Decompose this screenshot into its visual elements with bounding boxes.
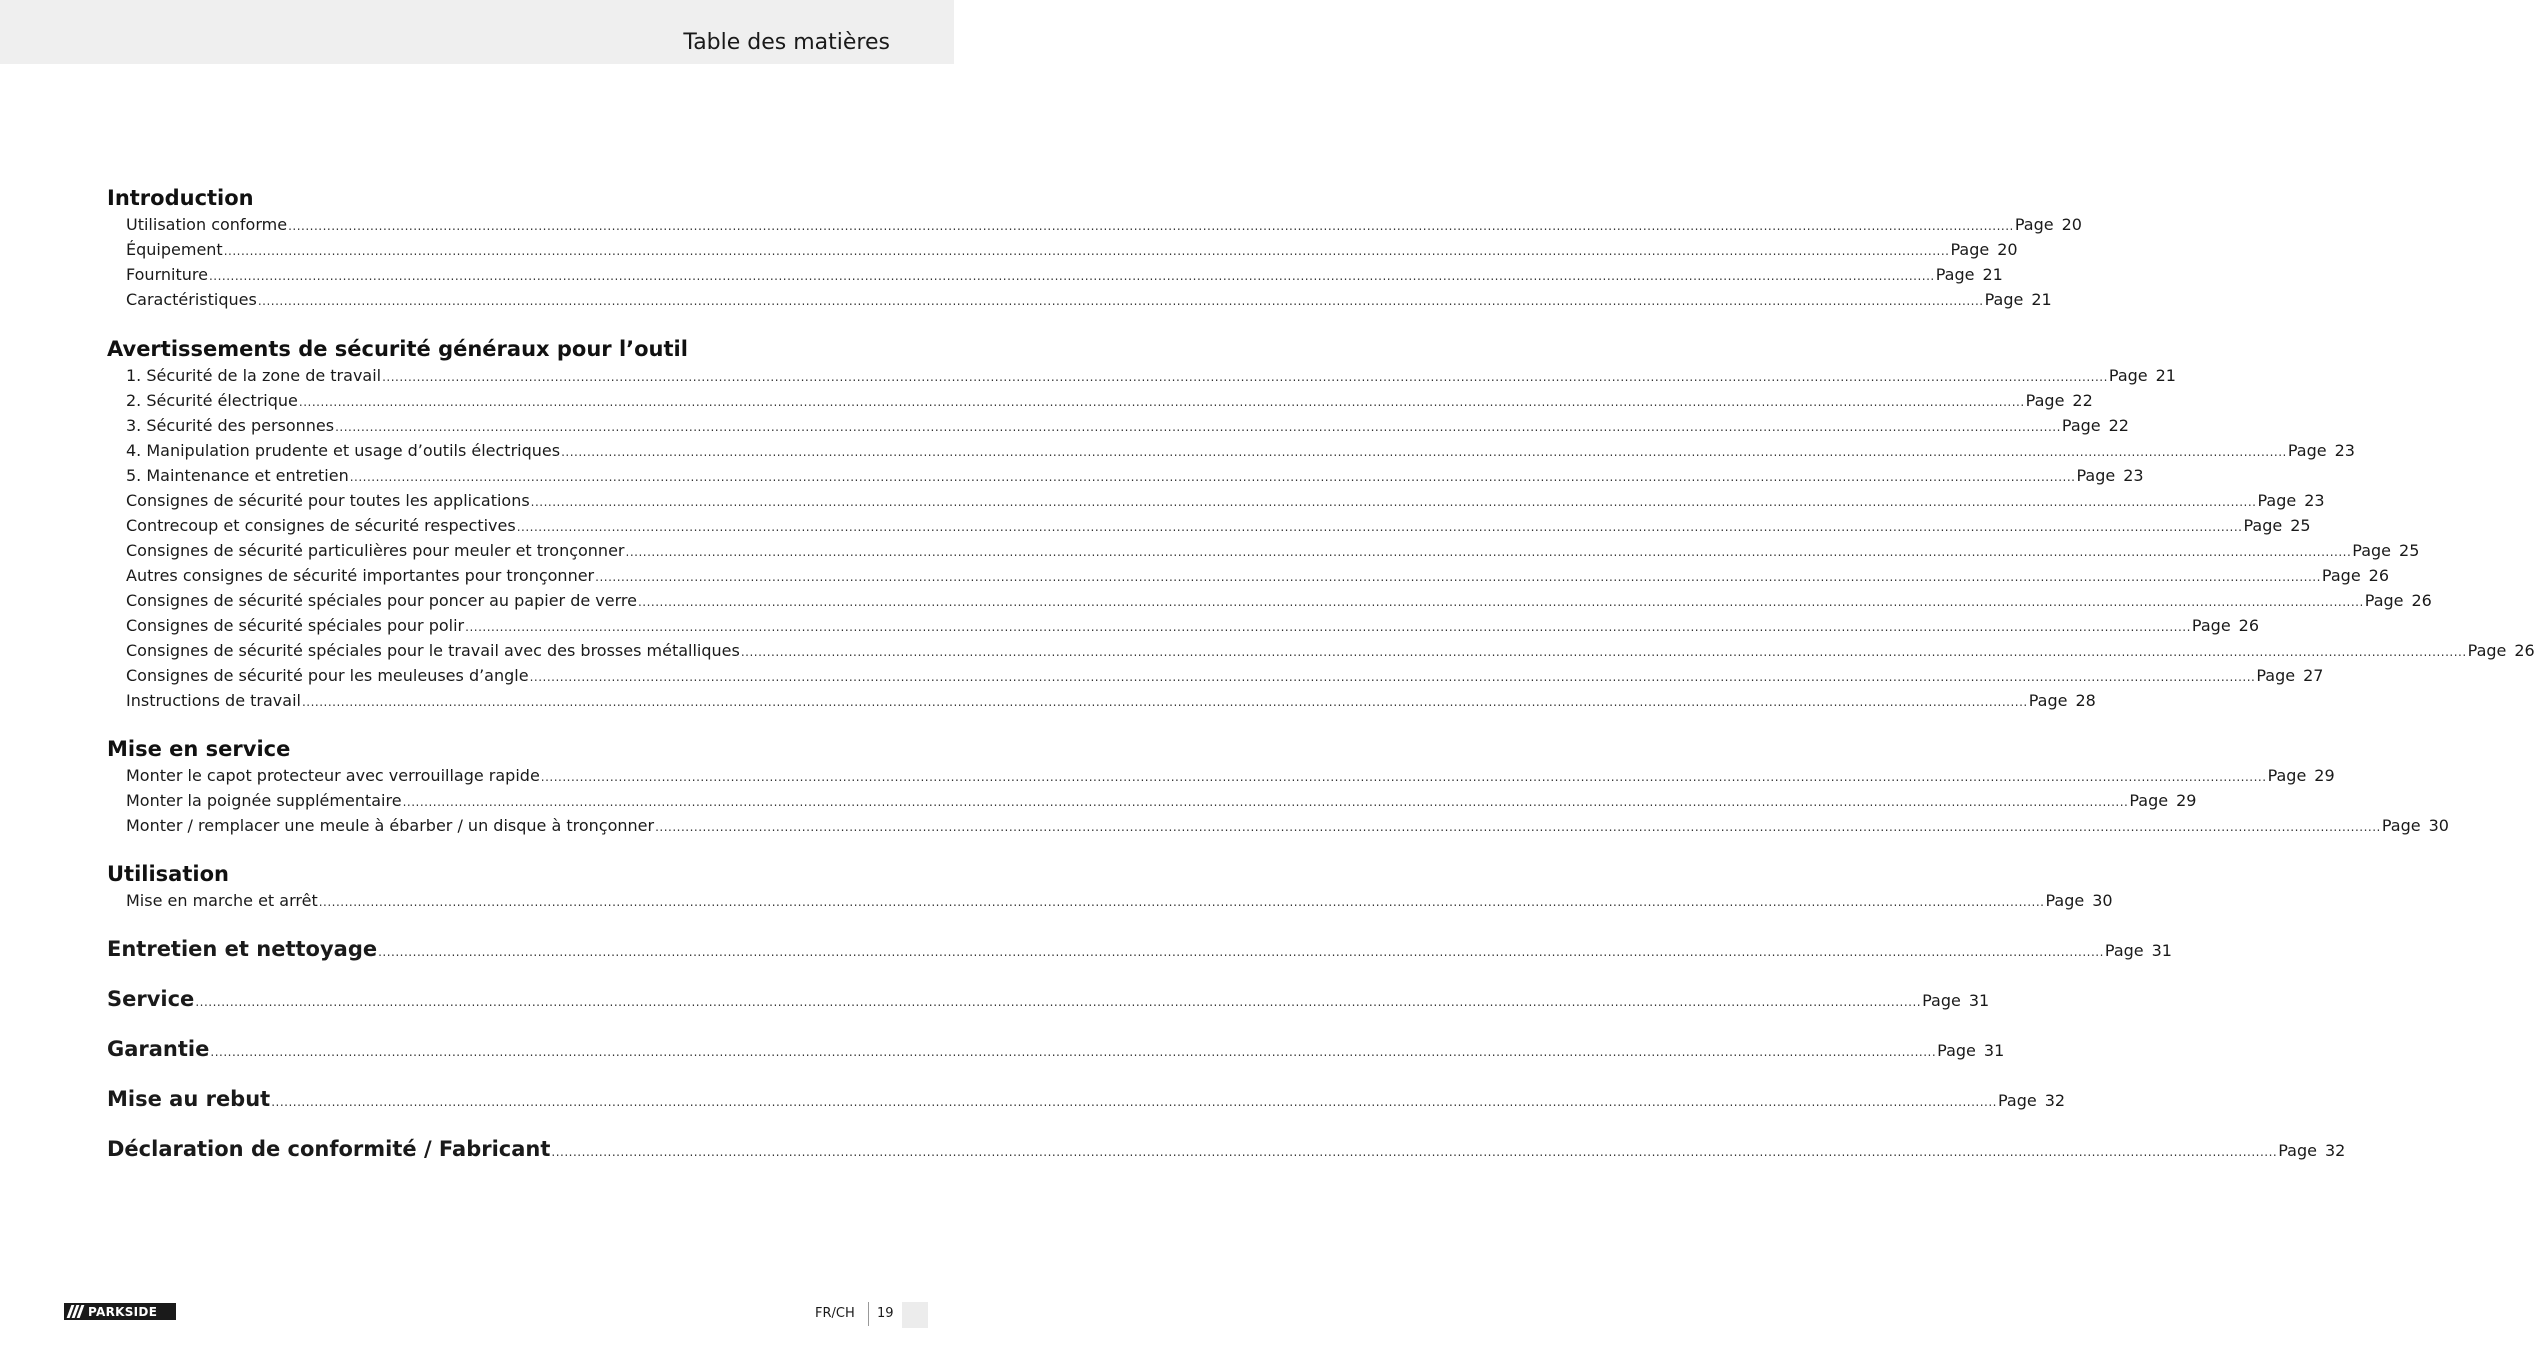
- toc-leader-dots: ................................................................................................................................................................................................................................................................................................................................................................................................................: [195, 995, 1922, 1009]
- toc-leader-dots: ................................................................................................................................................................................................................................................................................................................................................................................................................: [625, 545, 2352, 559]
- toc-page-number: 26: [2368, 566, 2390, 585]
- toc-page-number: 23: [2304, 491, 2325, 510]
- toc-leader-dots: ................................................................................................................................................................................................................................................................................................................................................................................................................: [335, 420, 2061, 434]
- toc-leader-dots: ................................................................................................................................................................................................................................................................................................................................................................................................................: [530, 495, 2257, 509]
- toc-entry-label: Équipement: [126, 240, 223, 259]
- toc-page-number: 23: [2334, 441, 2355, 460]
- toc-entry[interactable]: [126, 763, 2335, 788]
- toc-page-word: Page: [2243, 516, 2283, 535]
- section-heading: Utilisation: [107, 862, 229, 886]
- toc-page-word: Page: [1997, 1091, 2037, 1110]
- toc-page-number: 22: [2108, 416, 2129, 435]
- footer-locale: FR/CH: [815, 1306, 855, 1321]
- toc-leader-dots: ................................................................................................................................................................................................................................................................................................................................................................................................................: [551, 1145, 2278, 1159]
- toc-page-word: Page: [2321, 566, 2361, 585]
- toc-leader-dots: ................................................................................................................................................................................................................................................................................................................................................................................................................: [271, 1095, 1997, 1109]
- toc-page-word: Page: [2256, 666, 2296, 685]
- toc-page-word: Page: [1922, 991, 1961, 1010]
- toc-entry-label: Monter la poignée supplémentaire: [126, 791, 402, 810]
- toc-leader-dots: ................................................................................................................................................................................................................................................................................................................................................................................................................: [529, 670, 2256, 684]
- toc-page-word: Page: [2381, 816, 2421, 835]
- toc-page-number: 21: [2155, 366, 2176, 385]
- toc-entry-label: Consignes de sécurité spéciales pour polir: [126, 616, 465, 635]
- toc-leader-dots: ................................................................................................................................................................................................................................................................................................................................................................................................................: [378, 945, 2104, 959]
- section-heading: Mise en service: [107, 737, 291, 761]
- toc-page-word: Page: [2287, 441, 2327, 460]
- footer-divider: [868, 1302, 869, 1326]
- toc-leader-dots: ................................................................................................................................................................................................................................................................................................................................................................................................................: [301, 695, 2028, 709]
- toc-page-word: Page: [2045, 891, 2085, 910]
- toc-leader-dots: ................................................................................................................................................................................................................................................................................................................................................................................................................: [540, 770, 2267, 784]
- toc-leader-dots: ................................................................................................................................................................................................................................................................................................................................................................................................................: [298, 395, 2025, 409]
- toc-entry-label: 1. Sécurité de la zone de travail: [126, 366, 382, 385]
- toc-entry[interactable]: [126, 588, 2432, 613]
- toc-leader-dots: ................................................................................................................................................................................................................................................................................................................................................................................................................: [318, 895, 2045, 909]
- toc-entry[interactable]: [126, 463, 2144, 488]
- toc-entry[interactable]: [126, 438, 2355, 463]
- toc-entry[interactable]: [126, 363, 2176, 388]
- toc-entry[interactable]: [126, 813, 2449, 838]
- toc-entry-label: Monter / remplacer une meule à ébarber / un disque à tronçonner: [126, 816, 655, 835]
- toc-entry-label: Service: [107, 987, 195, 1011]
- toc-entry-label: 5. Maintenance et entretien: [126, 466, 349, 485]
- toc-page-word: Page: [2014, 215, 2054, 234]
- toc-page-number: 21: [1982, 265, 2003, 284]
- toc-entry[interactable]: [126, 663, 2324, 688]
- toc-leader-dots: ................................................................................................................................................................................................................................................................................................................................................................................................................: [382, 370, 2108, 384]
- toc-entry[interactable]: [126, 638, 2535, 663]
- toc-page-number: 29: [2314, 766, 2335, 785]
- toc-leader-dots: ................................................................................................................................................................................................................................................................................................................................................................................................................: [595, 570, 2321, 584]
- toc-page-number: 21: [2031, 290, 2052, 309]
- toc-page-number: 31: [2151, 941, 2172, 960]
- toc-page-word: Page: [2076, 466, 2116, 485]
- toc-page-word: Page: [2278, 1141, 2317, 1160]
- toc-entry-label: Consignes de sécurité pour toutes les applications: [126, 491, 530, 510]
- toc-leader-dots: ................................................................................................................................................................................................................................................................................................................................................................................................................: [516, 520, 2243, 534]
- toc-page-number: 30: [2428, 816, 2449, 835]
- toc-leader-dots: ................................................................................................................................................................................................................................................................................................................................................................................................................: [637, 595, 2364, 609]
- toc-page-word: Page: [2108, 366, 2148, 385]
- toc-page-word: Page: [1950, 240, 1990, 259]
- toc-page-word: Page: [2257, 491, 2297, 510]
- toc-entry-label: 4. Manipulation prudente et usage d’outils électriques: [126, 441, 561, 460]
- toc-entry[interactable]: [126, 237, 2018, 262]
- toc-page-word: Page: [2364, 591, 2404, 610]
- toc-page-word: Page: [2025, 391, 2065, 410]
- toc-page-number: 29: [2176, 791, 2197, 810]
- toc-entry-label: Instructions de travail: [126, 691, 301, 710]
- toc-page-number: 31: [1983, 1041, 2005, 1060]
- toc-page-number: 30: [2092, 891, 2113, 910]
- toc-page-word: Page: [2191, 616, 2231, 635]
- toc-entry-label: 2. Sécurité électrique: [126, 391, 298, 410]
- toc-entry-label: Mise au rebut: [107, 1087, 271, 1111]
- toc-page-number: 27: [2303, 666, 2324, 685]
- toc-page-number: 26: [2411, 591, 2432, 610]
- toc-page-number: 20: [2061, 215, 2082, 234]
- toc-entry[interactable]: [126, 488, 2325, 513]
- toc-leader-dots: ................................................................................................................................................................................................................................................................................................................................................................................................................: [465, 620, 2191, 634]
- toc-page-word: Page: [1935, 265, 1975, 284]
- toc-entry-label: Entretien et nettoyage: [107, 937, 378, 961]
- toc-page-number: 26: [2238, 616, 2260, 635]
- toc-entry-label: Caractéristiques: [126, 290, 257, 309]
- logo-text: PARKSIDE: [88, 1304, 158, 1319]
- toc-entry-label: Consignes de sécurité particulières pour meuler et tronçonner: [126, 541, 625, 560]
- toc-entry-label: 3. Sécurité des personnes: [126, 416, 335, 435]
- toc-leader-dots: ................................................................................................................................................................................................................................................................................................................................................................................................................: [257, 294, 1984, 308]
- toc-page-word: Page: [2104, 941, 2144, 960]
- section-heading: Avertissements de sécurité généraux pour l’outil: [107, 337, 688, 361]
- toc-entry[interactable]: [126, 613, 2260, 638]
- page-title: Table des matières: [683, 30, 890, 55]
- toc-page-word: Page: [1984, 290, 2024, 309]
- toc-entry-label: Mise en marche et arrêt: [126, 891, 318, 910]
- toc-entry[interactable]: [126, 538, 2420, 563]
- toc-page-word: Page: [2061, 416, 2101, 435]
- toc-entry-label: Autres consignes de sécurité importantes pour tronçonner: [126, 566, 595, 585]
- toc-page-number: 25: [2399, 541, 2420, 560]
- toc-page-word: Page: [2467, 641, 2507, 660]
- footer-page-number: 19: [877, 1306, 894, 1321]
- toc-page-number: 32: [2044, 1091, 2066, 1110]
- toc-entry[interactable]: [126, 388, 2093, 413]
- toc-entry-label: Consignes de sécurité pour les meuleuses d’angle: [126, 666, 529, 685]
- toc-leader-dots: ................................................................................................................................................................................................................................................................................................................................................................................................................: [561, 445, 2287, 459]
- toc-entry[interactable]: [126, 563, 2390, 588]
- toc-page-number: 32: [2324, 1141, 2346, 1160]
- toc-section-entry[interactable]: [107, 1084, 2066, 1114]
- toc-entry[interactable]: [126, 513, 2311, 538]
- toc-entry[interactable]: [126, 212, 2082, 237]
- toc-leader-dots: ................................................................................................................................................................................................................................................................................................................................................................................................................: [288, 219, 2014, 233]
- toc-page-word: Page: [1937, 1041, 1976, 1060]
- footer-tab: [902, 1302, 928, 1328]
- toc-page-number: 31: [1968, 991, 1990, 1010]
- toc-page-word: Page: [2028, 691, 2068, 710]
- toc-entry-label: Consignes de sécurité spéciales pour poncer au papier de verre: [126, 591, 637, 610]
- toc-section-entry[interactable]: [107, 1034, 2005, 1064]
- section-heading: Introduction: [107, 186, 254, 210]
- toc-entry[interactable]: [126, 287, 2052, 312]
- toc-leader-dots: ................................................................................................................................................................................................................................................................................................................................................................................................................: [349, 470, 2076, 484]
- toc-section-entry[interactable]: [107, 934, 2172, 964]
- toc-entry-label: Monter le capot protecteur avec verrouillage rapide: [126, 766, 540, 785]
- toc-entry-label: Contrecoup et consignes de sécurité respectives: [126, 516, 516, 535]
- toc-leader-dots: ................................................................................................................................................................................................................................................................................................................................................................................................................: [208, 269, 1935, 283]
- toc-page-number: 20: [1997, 240, 2018, 259]
- toc-section-entry[interactable]: [107, 1134, 2346, 1164]
- toc-entry-label: Utilisation conforme: [126, 215, 288, 234]
- toc-entry-label: Déclaration de conformité / Fabricant: [107, 1137, 551, 1161]
- toc-entry-label: Consignes de sécurité spéciales pour le travail avec des brosses métalliques: [126, 641, 740, 660]
- toc-entry[interactable]: [126, 688, 2096, 713]
- toc-leader-dots: ................................................................................................................................................................................................................................................................................................................................................................................................................: [210, 1045, 1937, 1059]
- toc-entry[interactable]: [126, 262, 2003, 287]
- toc-section-entry[interactable]: [107, 984, 1990, 1014]
- parkside-logo: [64, 1303, 176, 1320]
- logo-stripes-icon: [64, 1303, 84, 1320]
- toc-leader-dots: ................................................................................................................................................................................................................................................................................................................................................................................................................: [223, 244, 1950, 258]
- toc-entry[interactable]: [126, 888, 2113, 913]
- toc-page-word: Page: [2267, 766, 2307, 785]
- toc-page-number: 26: [2514, 641, 2535, 660]
- toc-entry[interactable]: [126, 788, 2197, 813]
- toc-page-word: Page: [2352, 541, 2392, 560]
- toc-leader-dots: ................................................................................................................................................................................................................................................................................................................................................................................................................: [740, 645, 2467, 659]
- toc-entry-label: Garantie: [107, 1037, 210, 1061]
- toc-page-number: 28: [2075, 691, 2096, 710]
- toc-entry[interactable]: [126, 413, 2129, 438]
- toc-page-number: 22: [2072, 391, 2093, 410]
- toc-entry-label: Fourniture: [126, 265, 208, 284]
- toc-page-number: 25: [2290, 516, 2311, 535]
- toc-leader-dots: ................................................................................................................................................................................................................................................................................................................................................................................................................: [655, 820, 2381, 834]
- toc-leader-dots: ................................................................................................................................................................................................................................................................................................................................................................................................................: [402, 795, 2129, 809]
- toc-page-word: Page: [2129, 791, 2169, 810]
- toc-page-number: 23: [2123, 466, 2144, 485]
